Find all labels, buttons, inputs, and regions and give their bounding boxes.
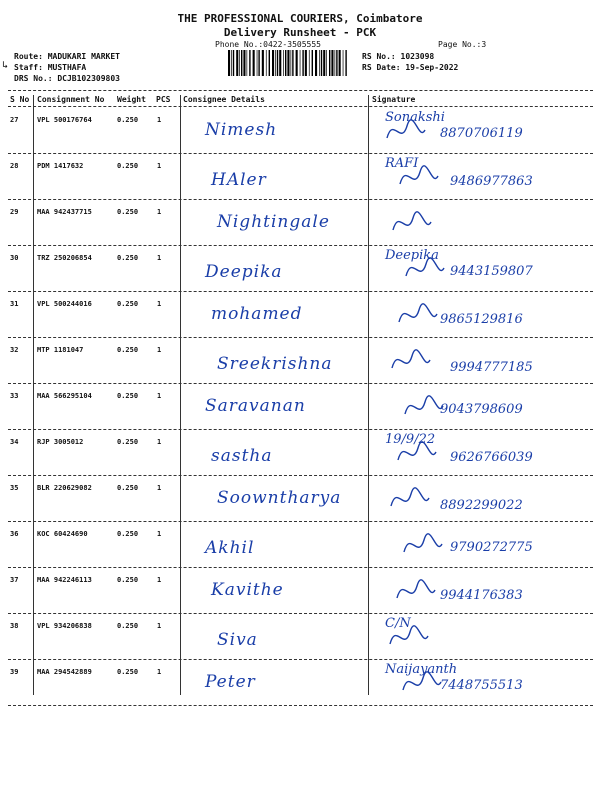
row-consignment-no: PDM 1417632 [37,162,84,170]
signature-phone: 9043798609 [440,402,523,417]
row-consignee-handwritten: mohamed [211,304,303,324]
signature-name: Deepika [385,248,439,263]
row-consignee-handwritten: Deepika [205,262,283,282]
page-number: Page No.:3 [438,40,487,49]
row-pcs: 1 [157,484,162,492]
row-signature [385,250,585,288]
row-sno: 38 [10,622,19,630]
row-weight: 0.250 [117,300,139,308]
row-weight: 0.250 [117,208,139,216]
row-consignment-no: RJP 3005012 [37,438,84,446]
row-consignee-handwritten: Soowntharya [217,488,342,508]
row-pcs: 1 [157,668,162,676]
table-row [0,522,600,568]
row-divider [8,705,593,706]
row-signature [385,572,585,610]
row-sno: 39 [10,668,19,676]
rs-date: RS Date: 19-Sep-2022 [362,63,459,72]
signature-scribble [385,618,585,656]
runsheet-subtitle: Delivery Runsheet - PCK [223,26,377,39]
table-row [0,200,600,246]
row-signature [385,480,585,518]
row-signature [385,296,585,334]
row-pcs: 1 [157,162,162,170]
row-signature [385,388,585,426]
row-consignment-no: VPL 500176764 [37,116,92,124]
row-signature [385,342,585,380]
header-top-rule [8,90,593,91]
row-signature [385,434,585,472]
row-pcs: 1 [157,116,162,124]
row-consignee-handwritten: Siva [217,630,258,650]
row-consignment-no: VPL 934206838 [37,622,92,630]
row-pcs: 1 [157,576,162,584]
drs-number: DRS No.: DCJB102309803 [14,74,120,83]
signature-name: Naijayanth [385,662,458,677]
row-consignment-no: VPL 500244016 [37,300,92,308]
row-signature [385,112,585,150]
row-consignment-no: MAA 942246113 [37,576,92,584]
signature-phone: 9486977863 [450,174,533,189]
row-consignment-no: KOC 60424690 [37,530,88,538]
row-sno: 36 [10,530,19,538]
row-consignment-no: MTP 1181047 [37,346,84,354]
barcode [228,50,350,76]
signature-scribble [385,204,585,242]
signature-name: C/N [385,616,411,631]
margin-mark: ↳ [2,60,9,71]
row-consignee-handwritten: Nimesh [205,120,278,140]
row-consignee-handwritten: Saravanan [205,396,306,416]
col-header-signature: Signature [372,95,416,104]
row-consignee-handwritten: Peter [205,672,256,692]
col-header-weight: Weight [117,95,146,104]
row-weight: 0.250 [117,668,139,676]
signature-phone: 9790272775 [450,540,533,555]
row-weight: 0.250 [117,622,139,630]
table-row [0,108,600,154]
signature-phone: 9626766039 [450,450,533,465]
signature-phone: 7448755513 [440,678,523,693]
row-sno: 28 [10,162,19,170]
row-consignee-handwritten: Kavithe [211,580,284,600]
row-pcs: 1 [157,208,162,216]
signature-phone: 8892299022 [440,498,523,513]
table-row [0,614,600,660]
signature-phone: 9865129816 [440,312,523,327]
row-weight: 0.250 [117,346,139,354]
row-signature [385,618,585,656]
table-row [0,292,600,338]
table-row [0,246,600,292]
row-pcs: 1 [157,622,162,630]
row-consignee-handwritten: Akhil [205,538,255,558]
staff-label: Staff: MUSTHAFA [14,63,87,72]
row-sno: 27 [10,116,19,124]
phone-number: Phone No.:0422-3505555 [215,40,321,49]
header-bottom-rule [8,106,593,107]
table-row [0,154,600,200]
row-sno: 37 [10,576,19,584]
row-sno: 32 [10,346,19,354]
rs-number: RS No.: 1023098 [362,52,435,61]
row-sno: 33 [10,392,19,400]
row-signature [385,664,585,702]
row-sno: 31 [10,300,19,308]
table-row [0,568,600,614]
row-sno: 35 [10,484,19,492]
signature-name: RAFI [385,156,419,171]
row-sno: 34 [10,438,19,446]
signature-phone: 8870706119 [440,126,523,141]
row-signature [385,158,585,196]
col-header-consignment: Consignment No [37,95,105,104]
signature-name: 19/9/22 [385,432,436,447]
row-pcs: 1 [157,530,162,538]
row-consignee-handwritten: Nightingale [217,212,330,232]
row-consignment-no: MAA 566295104 [37,392,92,400]
table-row [0,476,600,522]
col-header-sno: S No [10,95,30,104]
signature-phone: 9944176383 [440,588,523,603]
signature-phone: 9443159807 [450,264,533,279]
row-pcs: 1 [157,346,162,354]
signature-phone: 9994777185 [450,360,533,375]
row-consignment-no: MAA 942437715 [37,208,92,216]
col-header-pcs: PCS [156,95,171,104]
row-pcs: 1 [157,392,162,400]
row-weight: 0.250 [117,530,139,538]
row-weight: 0.250 [117,438,139,446]
row-weight: 0.250 [117,484,139,492]
row-sno: 30 [10,254,19,262]
row-weight: 0.250 [117,576,139,584]
row-consignee-handwritten: sastha [211,446,273,466]
row-consignment-no: MAA 294542889 [37,668,92,676]
row-consignee-handwritten: HAler [211,170,267,190]
row-weight: 0.250 [117,254,139,262]
row-pcs: 1 [157,300,162,308]
table-row [0,384,600,430]
table-row [0,660,600,706]
row-weight: 0.250 [117,162,139,170]
row-signature [385,204,585,242]
row-consignment-no: TRZ 250206854 [37,254,92,262]
row-consignment-no: BLR 220629082 [37,484,92,492]
company-title: THE PROFESSIONAL COURIERS, Coimbatore [177,12,423,25]
table-row [0,338,600,384]
row-pcs: 1 [157,254,162,262]
table-row [0,430,600,476]
col-header-consignee: Consignee Details [183,95,265,104]
row-pcs: 1 [157,438,162,446]
row-signature [385,526,585,564]
row-weight: 0.250 [117,392,139,400]
signature-name: Sonakshi [385,110,445,125]
route-label: Route: MADUKARI MARKET [14,52,120,61]
row-consignee-handwritten: Sreekrishna [217,354,333,374]
row-sno: 29 [10,208,19,216]
row-weight: 0.250 [117,116,139,124]
